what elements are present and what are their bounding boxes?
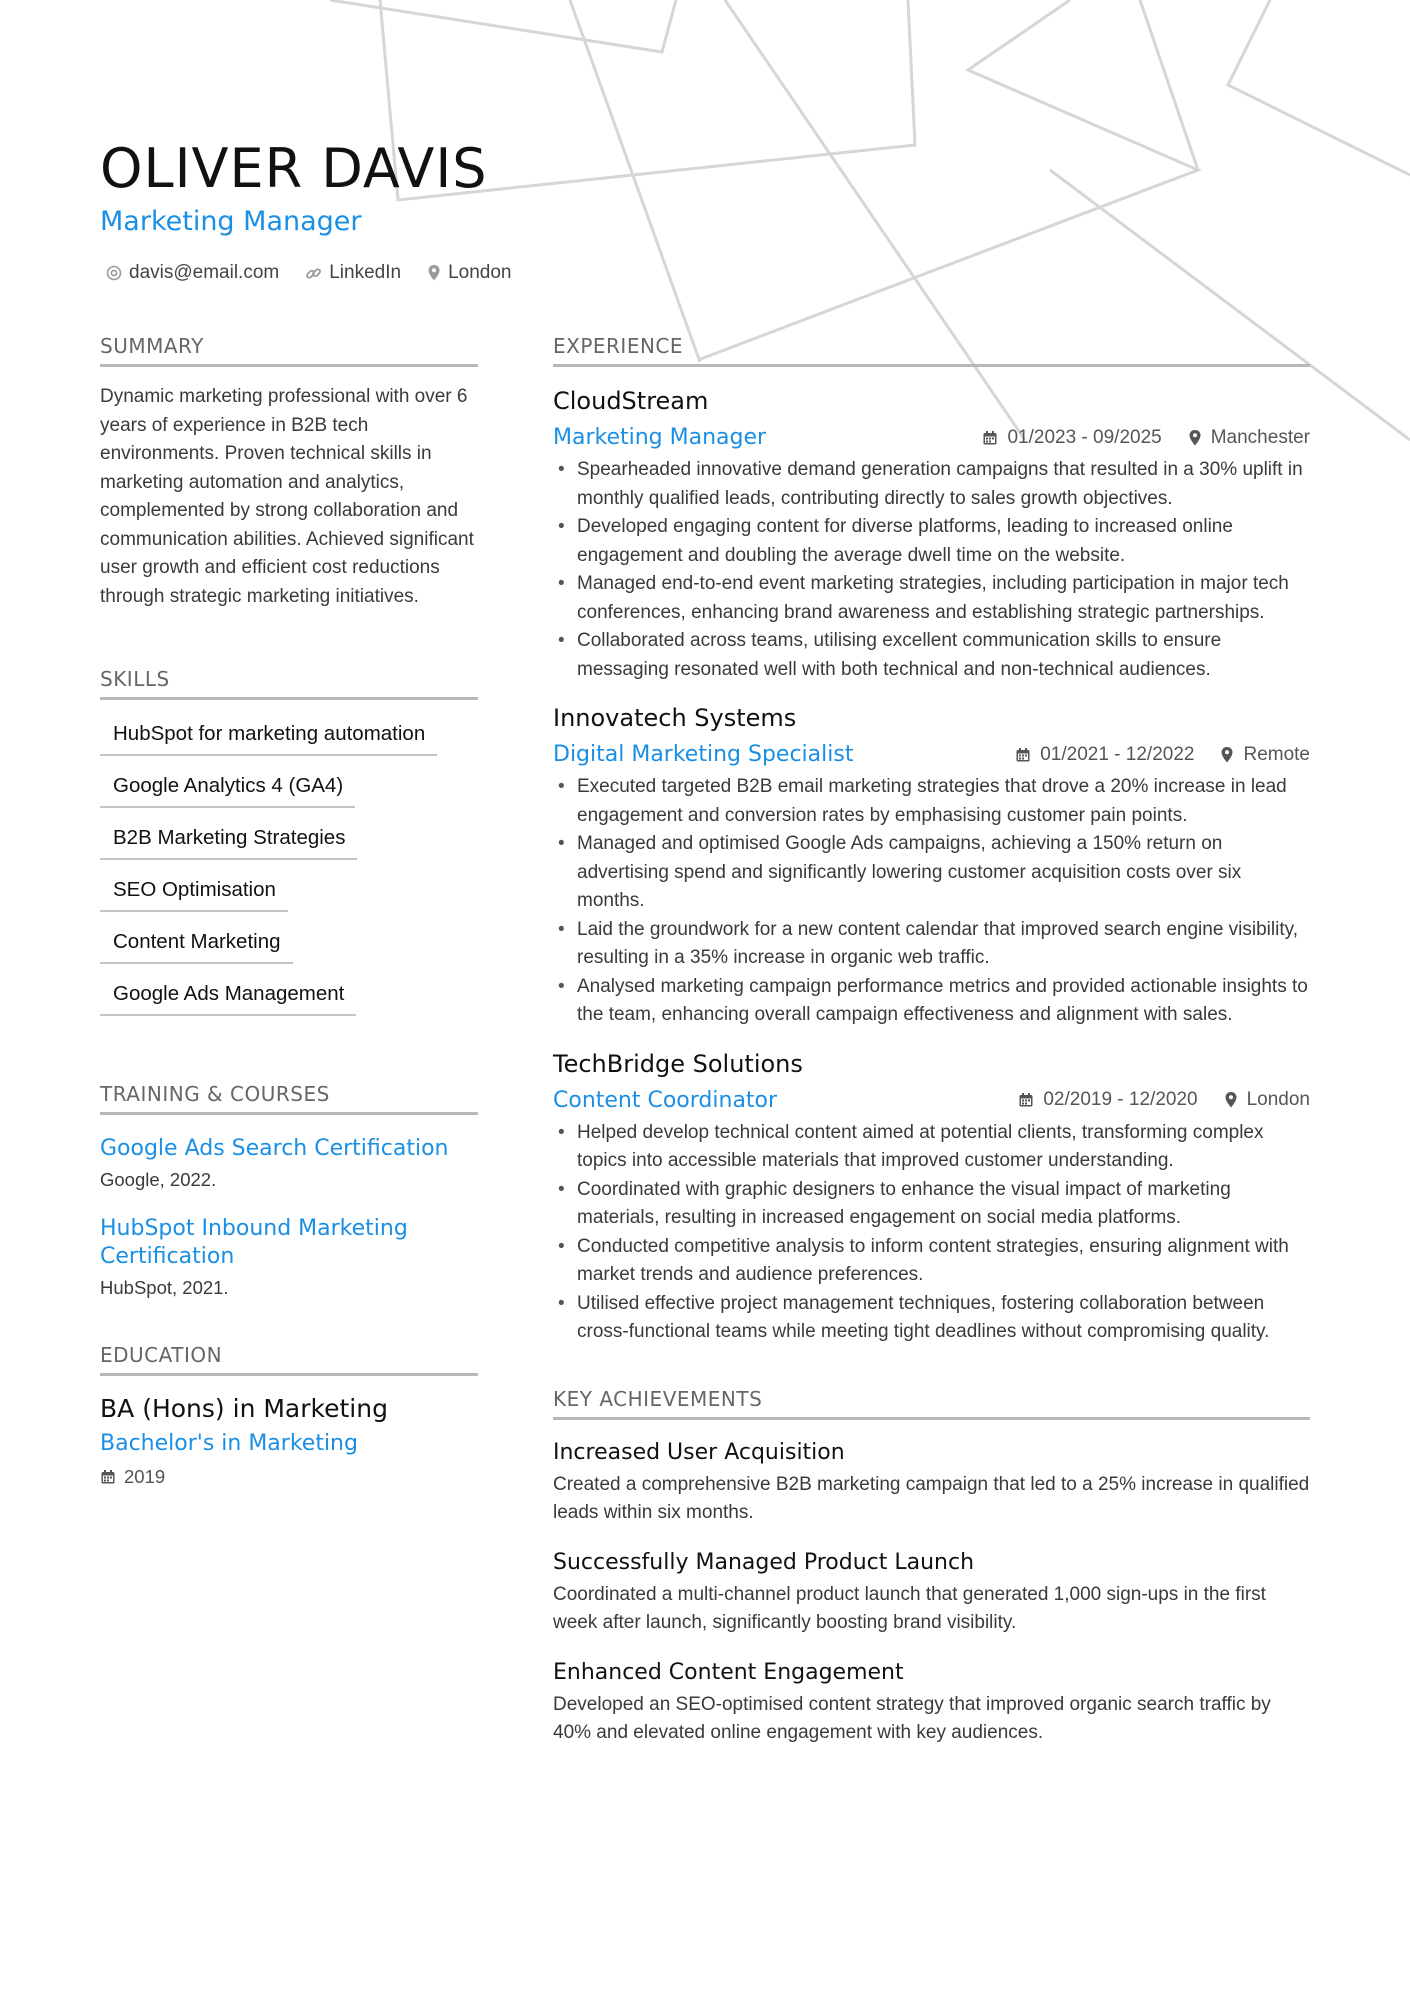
education-subtitle: Bachelor's in Marketing <box>100 1431 358 1456</box>
job-location <box>1224 1089 1310 1111</box>
contact-linkedin[interactable] <box>305 262 401 284</box>
job-header <box>553 742 1310 767</box>
job-bullet: • Developed engaging content for diverse platforms, leading to increased online engagement and doubling the average dwell time on the website. <box>553 513 1310 570</box>
job-dates <box>1015 744 1194 766</box>
job-location <box>1188 427 1310 449</box>
job-location-text: Remote <box>1243 743 1310 765</box>
training-heading: TRAINING & COURSES <box>100 1082 478 1115</box>
candidate-title: Marketing Manager <box>100 206 362 237</box>
training-section <box>100 1082 478 1299</box>
location-pin-icon <box>427 264 441 282</box>
job-bullet: • Helped develop technical content aimed at potential clients, transforming complex topics into accessible materials that improved customer understanding. <box>553 1119 1310 1176</box>
course-provider: Google, 2022. <box>100 1169 217 1190</box>
job-role: Digital Marketing Specialist <box>553 742 854 767</box>
contact-bar <box>106 262 511 284</box>
location-pin-icon <box>1220 746 1234 764</box>
achievement-description: Created a comprehensive B2B marketing campaign that led to a 25% increase in qualified leads within six months. <box>553 1473 1310 1523</box>
course-title: Google Ads Search Certification <box>100 1136 449 1161</box>
education-heading: EDUCATION <box>100 1343 478 1376</box>
education-date <box>100 1466 478 1488</box>
course-item <box>100 1215 478 1299</box>
summary-heading: SUMMARY <box>100 334 478 367</box>
calendar-icon <box>1018 1092 1034 1108</box>
link-icon <box>305 265 322 282</box>
company-name: TechBridge Solutions <box>553 1049 803 1078</box>
course-item <box>100 1135 478 1191</box>
company-name: CloudStream <box>553 387 709 415</box>
contact-location-text: London <box>448 262 512 283</box>
skill-item: HubSpot for marketing automation <box>100 722 437 756</box>
job-dates <box>1018 1089 1197 1111</box>
job-meta <box>982 427 1310 449</box>
skills-heading: SKILLS <box>100 667 478 700</box>
job-meta <box>1015 744 1310 766</box>
skill-item: Google Ads Management <box>100 982 356 1016</box>
education-degree: BA (Hons) in Marketing <box>100 1394 388 1423</box>
contact-location <box>427 262 511 284</box>
job-bullet: • Analysed marketing campaign performance metrics and provided actionable insights to the team, enhancing overall campaign effectiveness and alignment with sales. <box>553 973 1310 1030</box>
job-entry <box>553 1050 1310 1347</box>
job-bullet: • Collaborated across teams, utilising excellent communication skills to ensure messaging resonated well with both technical and non-technical audiences. <box>553 627 1310 684</box>
achievement-item <box>553 1660 1310 1748</box>
job-header <box>553 1088 1310 1113</box>
job-bullet: • Utilised effective project management techniques, fostering collaboration between cross-functional teams while meeting tight deadlines without compromising quality. <box>553 1290 1310 1347</box>
achievement-item <box>553 1550 1310 1638</box>
skills-section <box>100 667 478 1016</box>
job-location <box>1220 744 1310 766</box>
course-provider: HubSpot, 2021. <box>100 1277 229 1298</box>
calendar-icon <box>100 1469 116 1485</box>
achievement-description: Coordinated a multi-channel product launch that generated 1,000 sign-ups in the first week after launch, significantly boosting brand visibility. <box>553 1583 1266 1633</box>
job-bullets <box>553 1119 1310 1347</box>
company-name: Innovatech Systems <box>553 704 797 732</box>
achievement-title: Successfully Managed Product Launch <box>553 1549 975 1575</box>
job-bullet: • Managed and optimised Google Ads campaigns, achieving a 150% return on advertising spend and significantly lowering customer acquisition costs over six months. <box>553 830 1310 916</box>
contact-email[interactable] <box>106 262 279 284</box>
skill-item: Content Marketing <box>100 930 293 964</box>
skill-item: Google Analytics 4 (GA4) <box>100 774 355 808</box>
job-dates-text: 02/2019 - 12/2020 <box>1043 1089 1198 1110</box>
skills-list <box>100 722 478 1016</box>
job-bullets <box>553 773 1310 1030</box>
job-location-text: Manchester <box>1210 426 1310 448</box>
job-dates-text: 01/2023 - 09/2025 <box>1007 426 1162 448</box>
job-dates-text: 01/2021 - 12/2022 <box>1040 743 1195 765</box>
job-entry <box>553 387 1310 684</box>
calendar-icon <box>982 430 998 446</box>
skill-item: B2B Marketing Strategies <box>100 826 357 860</box>
experience-heading: EXPERIENCE <box>553 334 1310 367</box>
summary-section <box>100 334 478 611</box>
achievement-title: Increased User Acquisition <box>553 1439 845 1465</box>
contact-linkedin-text: LinkedIn <box>329 262 402 283</box>
job-bullet: • Conducted competitive analysis to inform content strategies, ensuring alignment with market trends and audience preferences. <box>553 1233 1310 1290</box>
right-column <box>553 334 1310 1770</box>
job-bullet: • Managed end-to-end event marketing strategies, including participation in major tech conferences, enhancing brand awareness and establishing strategic partnerships. <box>553 570 1310 627</box>
job-entry <box>553 704 1310 1030</box>
calendar-icon <box>1015 747 1031 763</box>
candidate-name: OLIVER DAVIS <box>100 137 488 200</box>
location-pin-icon <box>1224 1091 1238 1109</box>
left-column <box>100 334 478 1488</box>
job-role: Marketing Manager <box>553 425 767 450</box>
achievement-item <box>553 1440 1310 1528</box>
education-year: 2019 <box>124 1466 166 1487</box>
achievement-title: Enhanced Content Engagement <box>553 1659 904 1685</box>
job-bullets <box>553 456 1310 684</box>
job-bullet: • Coordinated with graphic designers to enhance the visual impact of marketing materials, resulting in increased engagement on social media platforms. <box>553 1176 1310 1233</box>
job-location-text: London <box>1246 1089 1310 1110</box>
course-title: HubSpot Inbound Marketing Certification <box>100 1216 408 1269</box>
job-bullet: • Executed targeted B2B email marketing strategies that drove a 20% increase in lead engagement and conversion rates by emphasising customer pain points. <box>553 773 1310 830</box>
job-bullet: • Laid the groundwork for a new content calendar that improved search engine visibility, resulting in a 35% increase in organic web traffic. <box>553 916 1310 973</box>
summary-text: Dynamic marketing professional with over 6 years of experience in B2B tech environments. Proven technical skills in marketing automation and analytics, complemented by strong collaboration and communication abilities. Achieved significant user growth and efficient cost reductions through strategic marketing initiatives. <box>100 386 474 607</box>
job-role: Content Coordinator <box>553 1087 778 1113</box>
contact-email-text: davis@email.com <box>129 262 280 283</box>
achievement-description: Developed an SEO-optimised content strategy that improved organic search traffic by 40% and elevated online engagement with key audiences. <box>553 1693 1271 1743</box>
education-section <box>100 1343 478 1488</box>
achievements-section <box>553 1387 1310 1748</box>
job-header <box>553 425 1310 450</box>
achievements-heading: KEY ACHIEVEMENTS <box>553 1387 1310 1420</box>
job-meta <box>1018 1089 1310 1111</box>
location-pin-icon <box>1188 429 1202 447</box>
at-icon <box>106 265 122 281</box>
skill-item: SEO Optimisation <box>100 878 288 912</box>
experience-section <box>553 334 1310 1347</box>
job-bullet: • Spearheaded innovative demand generation campaigns that resulted in a 30% uplift in monthly qualified leads, contributing directly to sales growth objectives. <box>553 456 1310 513</box>
job-dates <box>982 427 1161 449</box>
